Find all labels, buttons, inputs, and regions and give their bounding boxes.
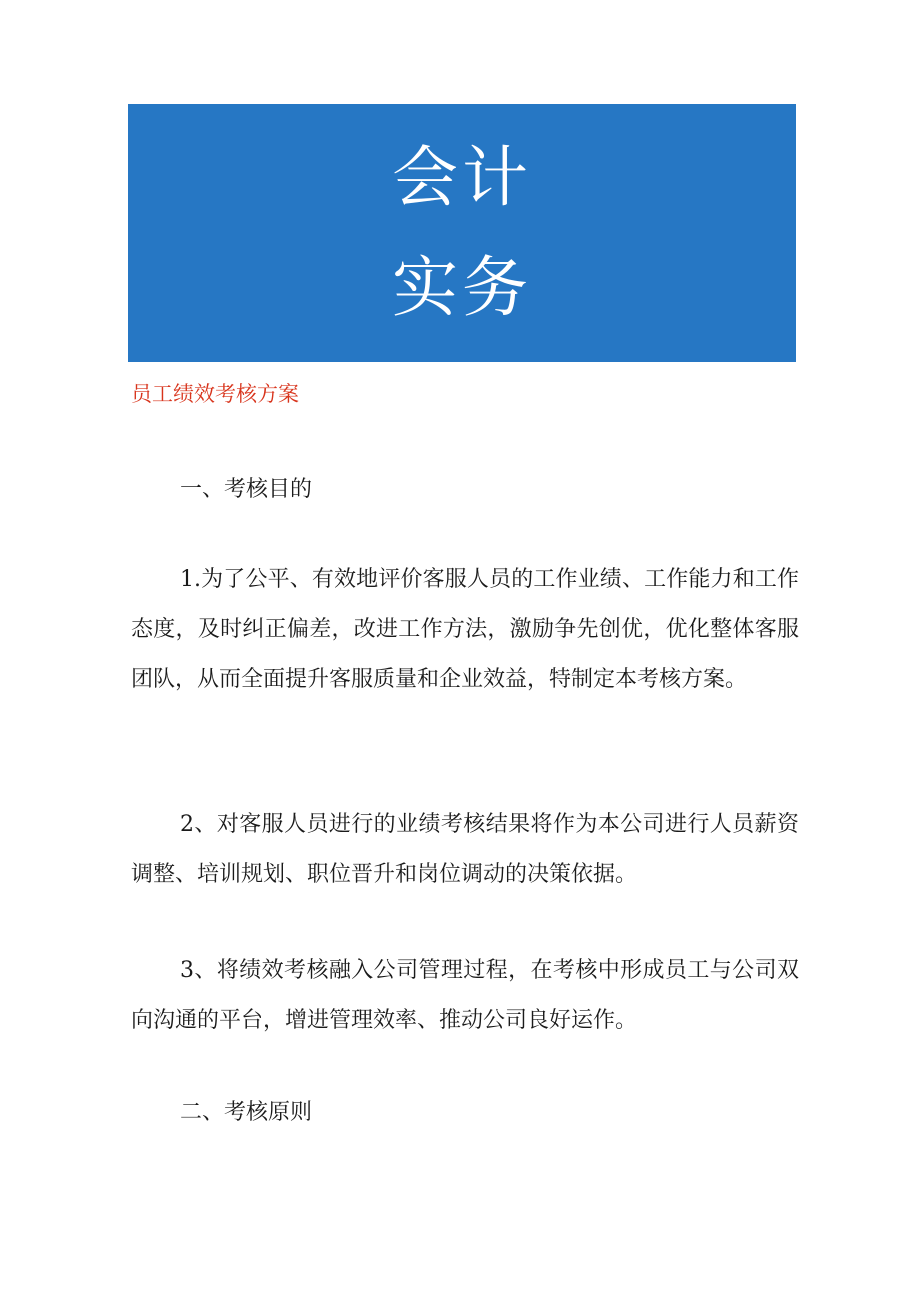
paragraph-text: 、将绩效考核融入公司管理过程，在考核中形成员工与公司双向沟通的平台，增进管理效率、推动公司良好运作。 [131, 958, 799, 1033]
paragraph-3 [131, 946, 799, 1046]
banner-line-1: 会计 [392, 139, 532, 216]
paragraph-2 [131, 800, 799, 900]
title-banner [128, 104, 796, 362]
section-heading-principles: 二、考核原则 [180, 1100, 313, 1125]
paragraph-number: 3 [180, 958, 194, 983]
document-title: 员工绩效考核方案 [131, 382, 299, 406]
paragraph-text: 为了公平、有效地评价客服人员的工作业绩、工作能力和工作态度，及时纠正偏差，改进工作方法，激励争先创优，优化整体客服团队，从而全面提升客服质量和企业效益，特制定本考核方案。 [131, 567, 799, 692]
section-heading-purpose: 一、考核目的 [180, 477, 313, 502]
banner-line-2: 实务 [392, 249, 532, 326]
paragraph-number: 1. [180, 567, 201, 592]
paragraph-number: 2 [180, 812, 194, 837]
paragraph-text: 、对客服人员进行的业绩考核结果将作为本公司进行人员薪资调整、培训规划、职位晋升和岗位调动的决策依据。 [131, 812, 799, 887]
paragraph-1 [131, 555, 799, 705]
